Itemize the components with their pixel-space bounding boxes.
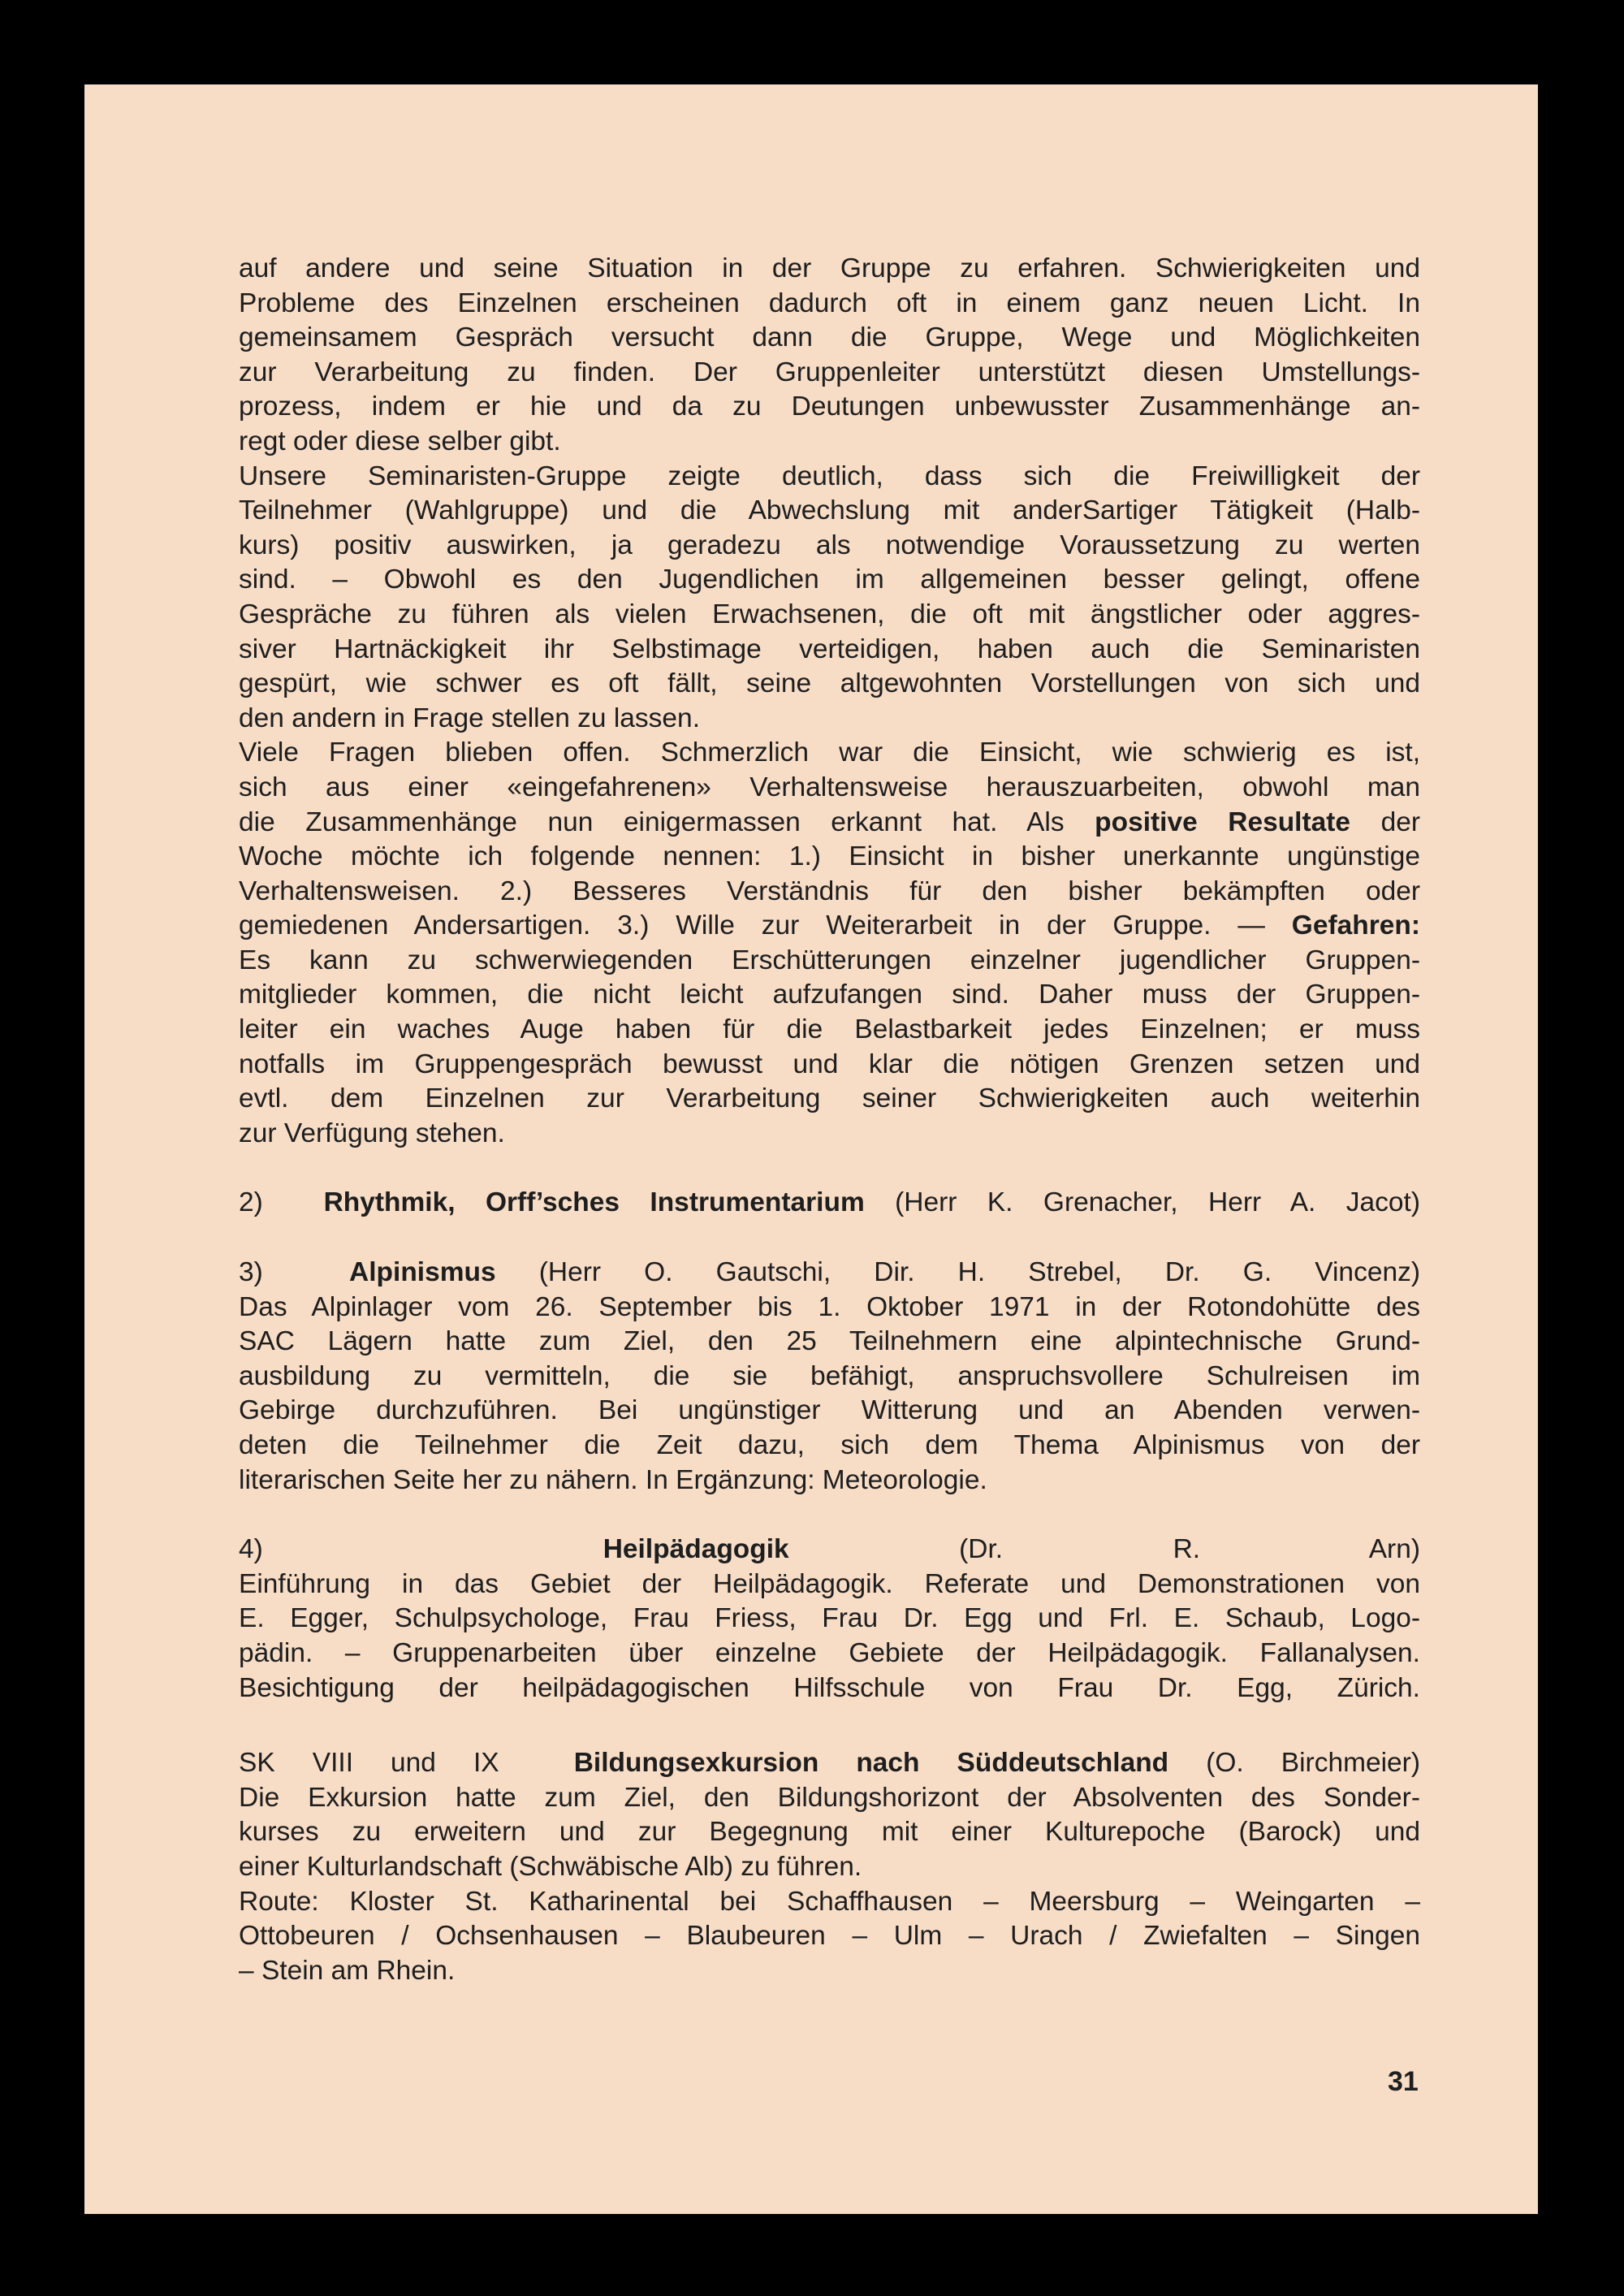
text-line: mitglieder kommen, die nicht leicht aufzufangen sind. Daher muss der Gruppen- [239,979,1420,1010]
section-leaders: (Herr K. Grenacher, Herr A. Jacot) [895,1187,1420,1218]
results-paragraph [239,736,1420,1151]
text-line: Verhaltensweisen. 2.) Besseres Verständnis für den bisher bekämpften oder [239,876,1420,906]
section-leaders: (Herr O. Gautschi, Dir. H. Strebel, Dr. G. Vincenz) [538,1257,1420,1288]
page-body [239,252,1420,1988]
text-line: zur Verfügung stehen. [239,1118,505,1148]
section-3-heading [239,1256,1420,1291]
text-line: evtl. dem Einzelnen zur Verarbeitung seiner Schwierigkeiten auch weiterhin [239,1083,1420,1114]
seminar-paragraph [239,460,1420,737]
text-line: deten die Teilnehmer die Zeit dazu, sich dem Thema Alpinismus von der [239,1430,1420,1460]
text-line: leiter ein waches Auge haben für die Belastbarkeit jedes Einzelnen; er muss [239,1014,1420,1045]
route-line: Route: Kloster St. Katharinental bei Schaffhausen – Meersburg – Weingarten – [239,1886,1420,1917]
text-run: gemiedenen Andersartigen. 3.) Wille zur Weiterarbeit in der Gruppe. — [239,910,1292,941]
text-line: Besichtigung der heilpädagogischen Hilfsschule von Frau Dr. Egg, Zürich. [239,1672,1420,1703]
text-line: Die Exkursion hatte zum Ziel, den Bildungshorizont der Absolventen des Sonder- [239,1782,1420,1813]
section-title: Heilpädagogik [603,1534,789,1565]
text-line: regt oder diese selber gibt. [239,426,561,456]
spacer [239,1498,1420,1533]
text-line: zur Verarbeitung zu finden. Der Gruppenleiter unterstützt diesen Umstellungs- [239,357,1420,387]
text-line: kurs) positiv auswirken, ja geradezu als notwendige Voraussetzung zu werten [239,530,1420,560]
text-line: Es kann zu schwerwiegenden Erschütterungen einzelner jugendlicher Gruppen- [239,945,1420,975]
section-4 [239,1533,1420,1706]
section-number: 4) [239,1534,263,1565]
text-line: ausbildung zu vermitteln, die sie befähigt, anspruchsvollere Schulreisen im [239,1360,1420,1391]
text-line: literarischen Seite her zu nähern. In Ergänzung: Meteorologie. [239,1464,987,1495]
text-line: einer Kulturlandschaft (Schwäbische Alb) zu führen. [239,1851,862,1882]
text-run: der [1350,806,1421,837]
text-line: sich aus einer «eingefahrenen» Verhaltensweise herauszuarbeiten, obwohl man [239,772,1420,802]
route-line: – Stein am Rhein. [239,1955,456,1986]
text-line: Viele Fragen blieben offen. Schmerzlich war die Einsicht, wie schwierig es ist, [239,737,1420,768]
intro-paragraph [239,252,1420,460]
spacer [239,1151,1420,1186]
sk-section [239,1746,1420,1988]
text-line: sind. – Obwohl es den Jugendlichen im allgemeinen besser gelingt, offene [239,564,1420,595]
section-number: 3) [239,1257,263,1288]
text-line: Woche möchte ich folgende nennen: 1.) Einsicht in bisher unerkannte ungünstige [239,841,1420,872]
text-line: prozess, indem er hie und da zu Deutungen unbewusster Zusammenhänge an- [239,391,1420,422]
text-line: Teilnehmer (Wahlgruppe) und die Abwechslung mit anderSartiger Tätigkeit (Halb- [239,495,1420,526]
text-line: Probleme des Einzelnen erscheinen dadurch oft in einem ganz neuen Licht. In [239,288,1420,318]
text-line: den andern in Frage stellen zu lassen. [239,703,700,733]
text-line: SAC Lägern hatte zum Ziel, den 25 Teilnehmern eine alpintechnische Grund- [239,1326,1420,1357]
text-line: Gespräche zu führen als vielen Erwachsenen, die oft mit ängstlicher oder aggres- [239,599,1420,629]
sk-heading [239,1746,1420,1781]
text-line: siver Hartnäckigkeit ihr Selbstimage verteidigen, haben auch die Seminaristen [239,633,1420,664]
text-line: kurses zu erweitern und zur Begegnung mit einer Kulturepoche (Barock) und [239,1817,1420,1848]
text-line: gemeinsamem Gespräch versucht dann die Gruppe, Wege und Möglichkeiten [239,322,1420,353]
section-4-heading [239,1533,1420,1567]
section-number: 2) [239,1187,263,1218]
positive-results-term: positive Resultate [1095,806,1351,837]
spacer [239,1706,1420,1746]
text-line [239,909,1420,944]
section-title: Bildungsexkursion nach Süddeutschland [573,1748,1169,1779]
text-line: notfalls im Gruppengespräch bewusst und klar die nötigen Grenzen setzen und [239,1049,1420,1079]
text-line: Unsere Seminaristen-Gruppe zeigte deutlich, dass sich die Freiwilligkeit der [239,460,1420,491]
dangers-term: Gefahren: [1291,910,1420,941]
section-leaders: (O. Birchmeier) [1206,1748,1420,1779]
sk-prefix: SK VIII und IX [239,1748,499,1779]
document-page [84,84,1538,2214]
section-2-heading [239,1186,1420,1221]
text-line: Das Alpinlager vom 26. September bis 1. Oktober 1971 in der Rotondohütte des [239,1291,1420,1322]
text-line: auf andere und seine Situation in der Gruppe zu erfahren. Schwierigkeiten und [239,253,1420,283]
section-3 [239,1256,1420,1498]
route-line: Ottobeuren / Ochsenhausen – Blaubeuren – Ulm – Urach / Zwiefalten – Singen [239,1921,1420,1952]
text-line [239,806,1420,841]
section-leaders: (Dr. R. Arn) [959,1534,1420,1565]
text-line: gespürt, wie schwer es oft fällt, seine altgewohnten Vorstellungen von sich und [239,668,1420,699]
spacer [239,1221,1420,1256]
text-run: die Zusammenhänge nun einigermassen erkannt hat. Als [239,806,1095,837]
section-title: Rhythmik, Orff’sches Instrumentarium [323,1187,865,1218]
text-line: pädin. – Gruppenarbeiten über einzelne Gebiete der Heilpädagogik. Fallanalysen. [239,1637,1420,1668]
section-title: Alpinismus [349,1257,496,1288]
text-line: Einführung in das Gebiet der Heilpädagogik. Referate und Demonstrationen von [239,1568,1420,1599]
text-line: E. Egger, Schulpsychologe, Frau Friess, Frau Dr. Egg und Frl. E. Schaub, Logo- [239,1603,1420,1634]
page-number: 31 [1388,2066,1419,2097]
text-line: Gebirge durchzuführen. Bei ungünstiger Witterung und an Abenden verwen- [239,1395,1420,1426]
